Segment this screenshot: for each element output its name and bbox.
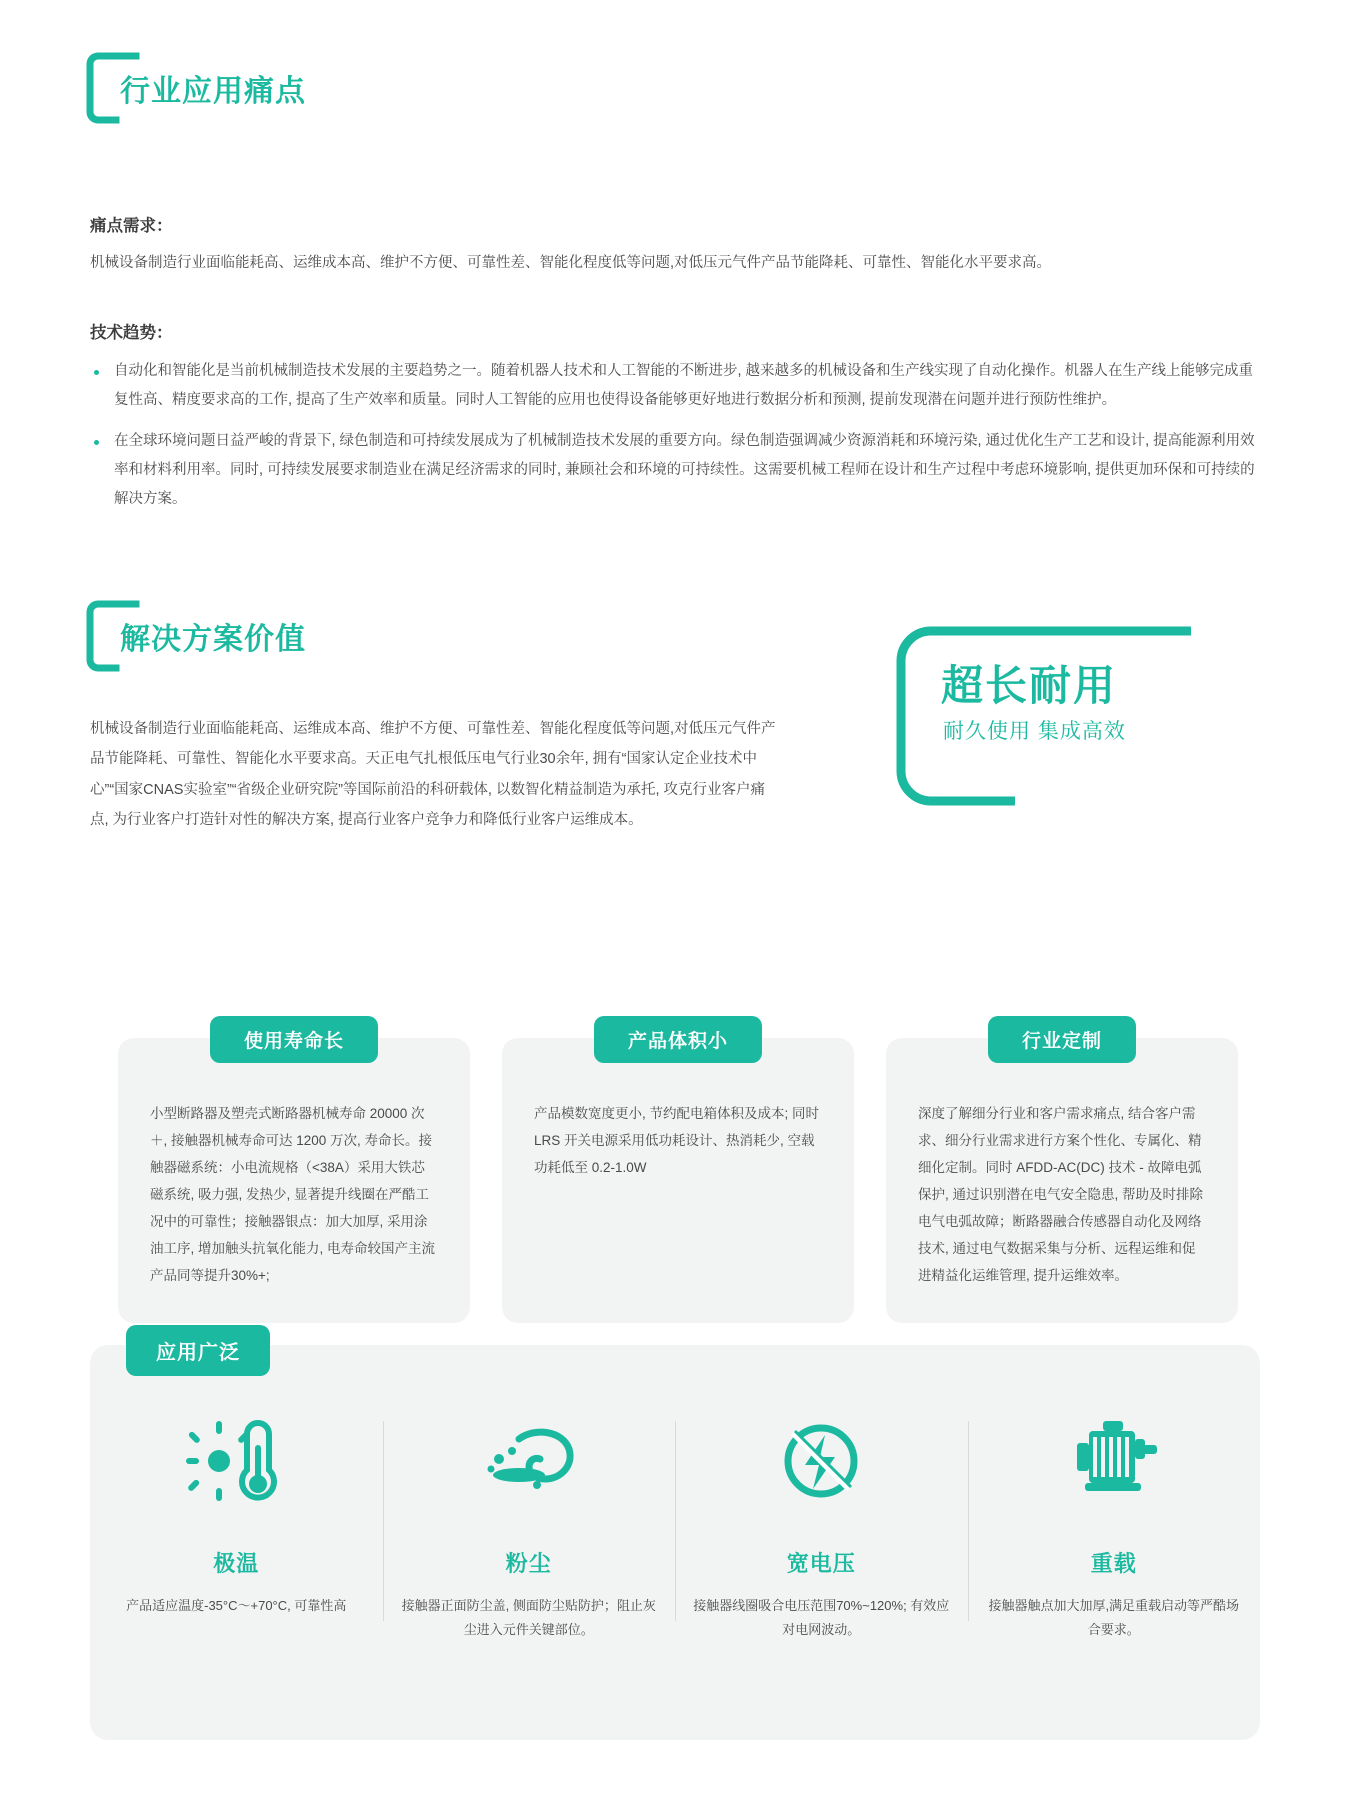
application-desc: 接触器线圈吸合电压范围70%~120%; 有效应对电网波动。 xyxy=(693,1598,950,1638)
durability-title: 超长耐用 xyxy=(941,662,1118,709)
application-desc: 接触器触点加大加厚,满足重载启动等严酷场合要求。 xyxy=(988,1598,1240,1638)
page-title: 行业应用痛点 xyxy=(120,75,306,108)
application-item xyxy=(968,1413,1261,1642)
section-header xyxy=(90,52,1265,124)
solution-body-text: 机械设备制造行业面临能耗高、运维成本高、维护不方便、可靠性差、智能化程度低等问题,对低压元气件产品节能降耗、可靠性、智能化水平要求高。天正电气扎根低压电气行业30余年, 拥有“国家认定企业技术中心”“国家CNAS实验室”“省级企业研究院”等国际前沿的科研载体, 以数智化精益制造为承托, 攻克行业客户痛点, 为行业客户打造针对性的解决方案, 提高行业客户竞争力和降低行业客户运维成本。 xyxy=(90,721,776,829)
trend-heading: 技术趋势： xyxy=(90,323,173,342)
trend-list xyxy=(90,357,1265,514)
section-industry-painpoints xyxy=(90,52,1265,526)
section-solution-value xyxy=(90,600,1265,836)
application-item xyxy=(383,1413,676,1642)
application-name: 粉尘 xyxy=(505,1551,552,1576)
value-card-list xyxy=(118,1031,1238,1323)
painpoint-heading: 痛点需求： xyxy=(90,217,173,235)
application-desc: 接触器正面防尘盖, 侧面防尘贴防护；阻止灰尘进入元件关键部位。 xyxy=(401,1598,656,1638)
application-item xyxy=(675,1413,968,1642)
durability-badge xyxy=(895,625,1195,810)
card-body-text: 小型断路器及塑壳式断路器机械寿命 20000 次＋, 接触器机械寿命可达 1200 万次, 寿命长。接触器磁系统：小电流规格（<38A）采用大铁芯磁系统, 吸力强, 发热少, 显著提升线圈在严酷工况中的可靠性；接触器银点：加大加厚, 采用涂油工序, 增加触头抗氧化能力, 电寿命较国产主流产品同等提升30%+; xyxy=(150,1106,436,1283)
application-tab-label: 应用广泛 xyxy=(126,1325,270,1376)
application-panel xyxy=(90,1342,1260,1740)
application-item xyxy=(90,1413,383,1642)
dust-icon xyxy=(401,1413,658,1509)
motor-icon xyxy=(986,1413,1243,1509)
card-body-text: 产品模数宽度更小, 节约配电箱体积及成本; 同时 LRS 开关电源采用低功耗设计、热消耗少, 空载功耗低至 0.2-1.0W xyxy=(534,1106,820,1175)
value-card xyxy=(886,1031,1238,1323)
application-name: 重载 xyxy=(1090,1551,1137,1576)
card-tab-label: 使用寿命长 xyxy=(210,1016,378,1063)
application-item-list xyxy=(90,1413,1260,1642)
list-item: 在全球环境问题日益严峻的背景下, 绿色制造和可持续发展成为了机械制造技术发展的重要方向。绿色制造强调减少资源消耗和环境污染, 通过优化生产工艺和设计, 提高能源利用效率和材料利用率。同时, 可持续发展要求制造业在满足经济需求的同时, 兼顾社会和环境的可持续性。这需要机械工程师在设计和生产过程中考虑环境影响, 提供更加环保和可持续的解决方案。 xyxy=(90,427,1265,514)
value-card xyxy=(118,1031,470,1323)
trend-block xyxy=(90,319,1265,514)
section-title: 解决方案价值 xyxy=(120,623,306,656)
application-desc: 产品适应温度-35°C～+70°C, 可靠性高 xyxy=(126,1598,347,1613)
list-item: 自动化和智能化是当前机械制造技术发展的主要趋势之一。随着机器人技术和人工智能的不断进步, 越来越多的机械设备和生产线实现了自动化操作。机器人在生产线上能够完成重复性高、精度要求高的工作, 提高了生产效率和质量。同时人工智能的应用也使得设备能够更好地进行数据分析和预测, 提前发现潜在问题并进行预防性维护。 xyxy=(90,357,1265,415)
voltage-icon xyxy=(693,1413,950,1509)
card-tab-label: 产品体积小 xyxy=(594,1016,762,1063)
durability-subtitle: 耐久使用 集成高效 xyxy=(943,720,1126,743)
temperature-icon xyxy=(108,1413,365,1509)
value-card xyxy=(502,1031,854,1323)
card-body-text: 深度了解细分行业和客户需求痛点, 结合客户需求、细分行业需求进行方案个性化、专属化、精细化定制。同时 AFDD-AC(DC) 技术 - 故障电弧保护, 通过识别潜在电气安全隐患, 帮助及时排除电气电弧故障；断路器融合传感器自动化及网络技术, 通过电气数据采集与分析、远程运维和促进精益化运维管理, 提升运维效率。 xyxy=(918,1106,1204,1283)
painpoint-text: 机械设备制造行业面临能耗高、运维成本高、维护不方便、可靠性差、智能化程度低等问题,对低压元气件产品节能降耗、可靠性、智能化水平要求高。 xyxy=(90,255,1052,271)
application-name: 宽电压 xyxy=(786,1551,856,1576)
painpoint-block xyxy=(90,212,1265,277)
card-tab-label: 行业定制 xyxy=(988,1016,1136,1063)
application-name: 极温 xyxy=(213,1551,260,1576)
